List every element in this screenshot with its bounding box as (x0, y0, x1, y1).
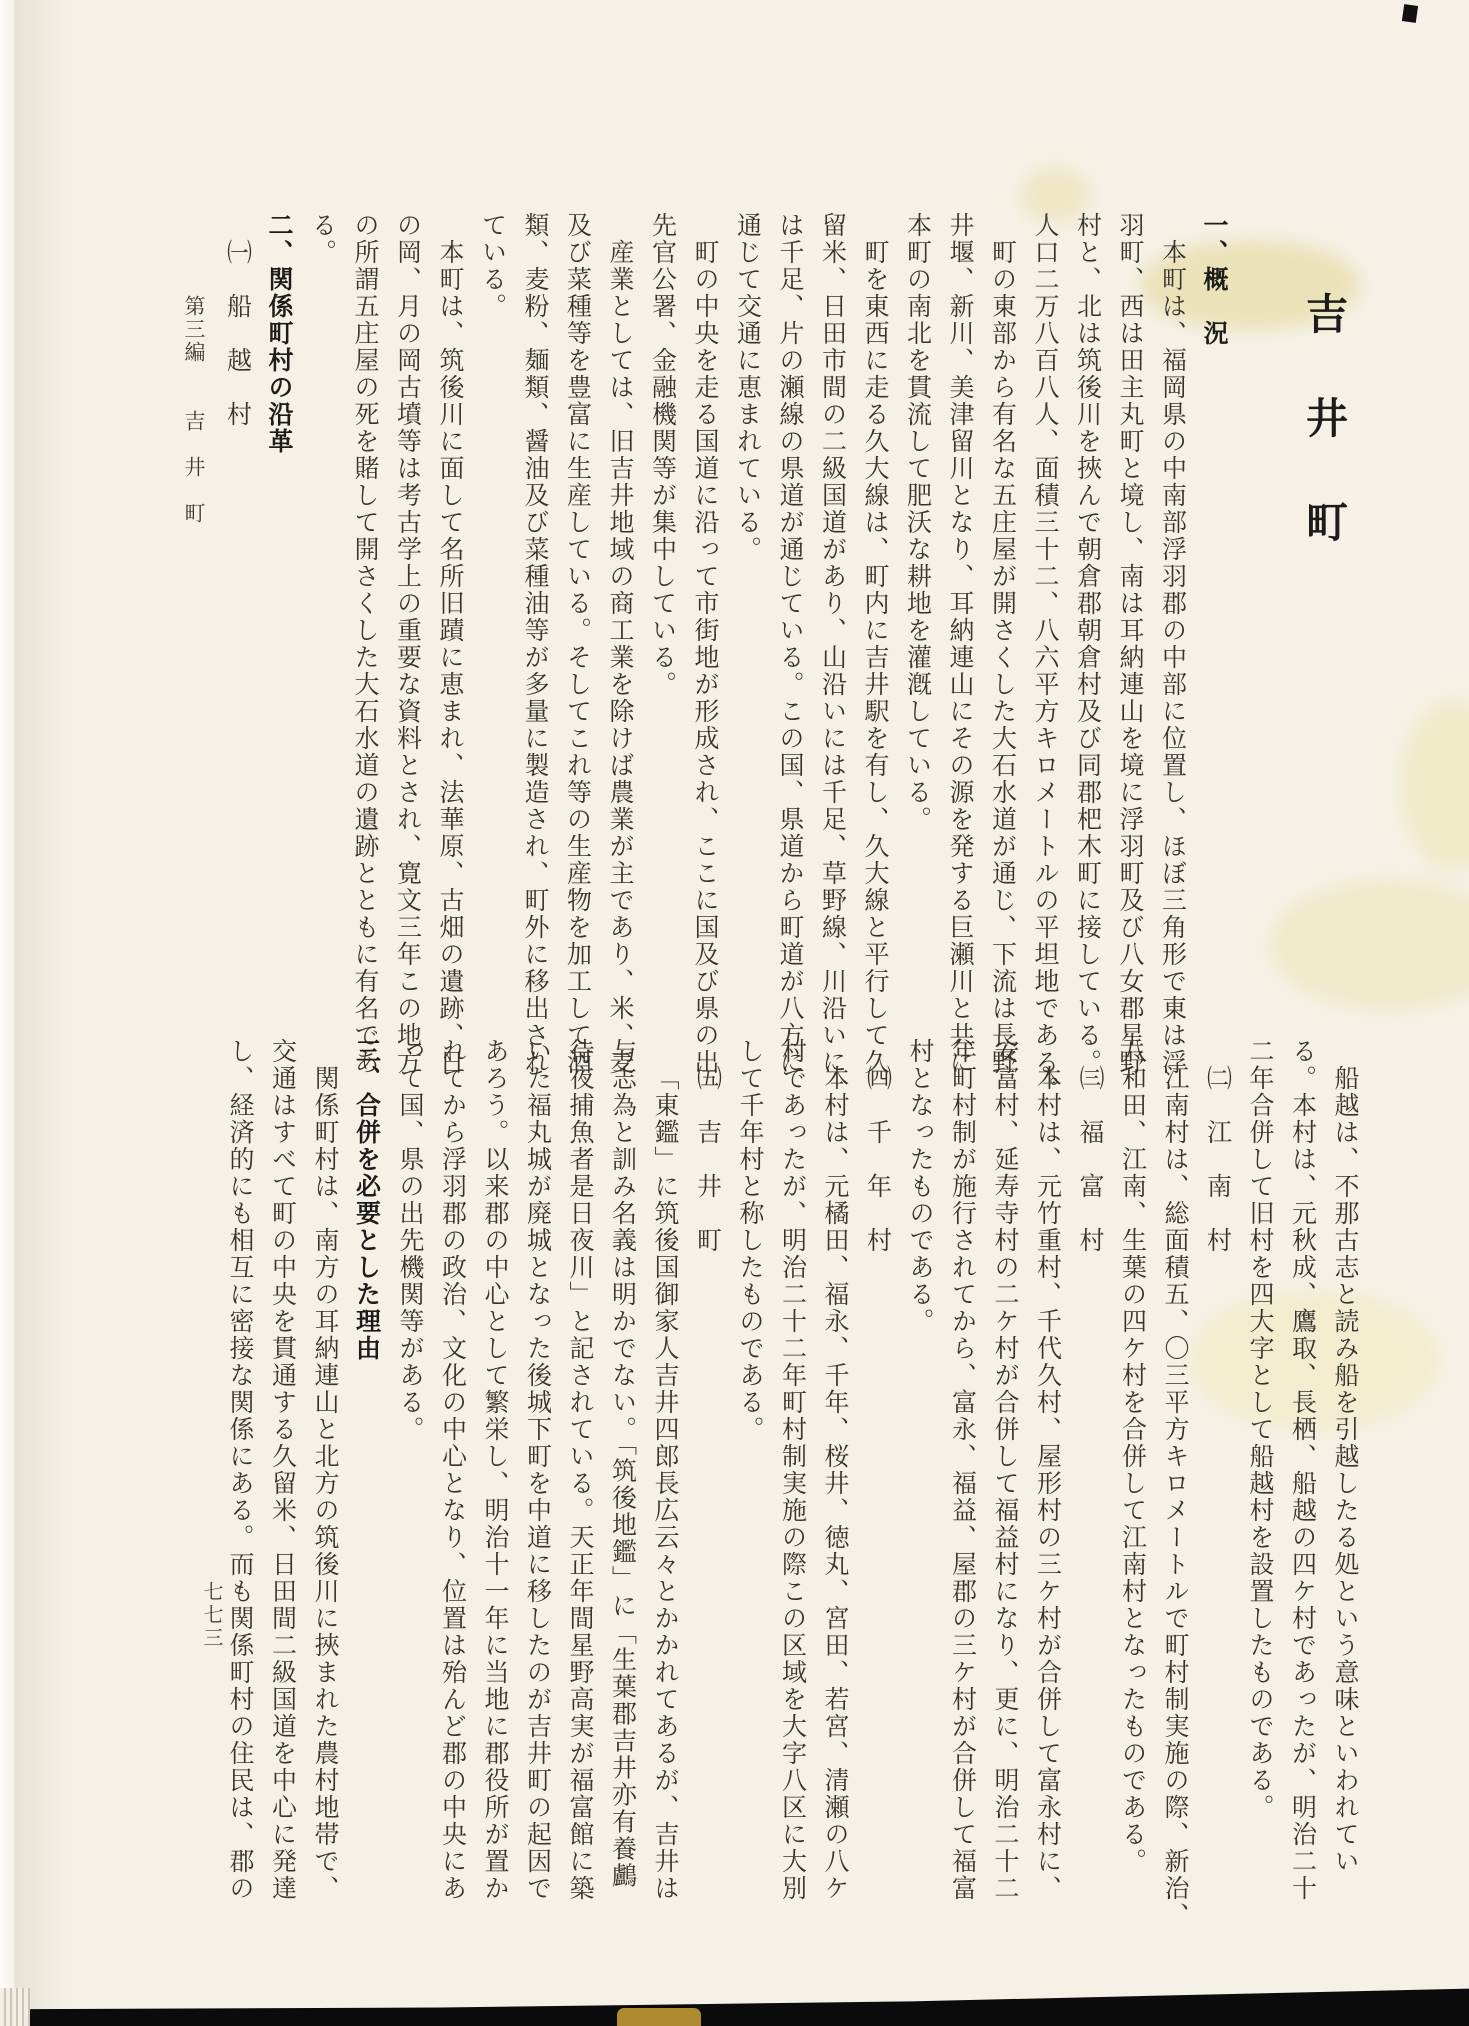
text-column: 本町の南北を貫流して肥沃な耕地を灌漑している。 (903, 212, 931, 833)
text-column: いた福丸城が廃城となった後城下町を中道に移したのが吉井町の起因で (523, 1038, 551, 1902)
text-column: 江南村は、総面積五、〇三平方キロメートルで町村制実施の際、新治、 (1161, 1065, 1188, 1929)
section-heading: 三、合併を必要とした理由 (352, 1038, 381, 1362)
paper-stain (1400, 700, 1469, 870)
text-column: 村と、北は筑後川を挾んで朝倉郡朝倉村及び同郡杷木町に接している。 (1073, 212, 1101, 1076)
gutter-shadow (14, 0, 74, 2026)
paper-stain (1270, 880, 1469, 1010)
village-history-section-text (218, 1038, 1366, 1929)
text-column: の所謂五庄屋の死を賭して開さくした大石水道の遺跡とともに有名であ (351, 212, 378, 1076)
subsection-title: ㈡ 江 南 村 (1203, 1065, 1231, 1254)
text-column: 本町は、筑後川に面して名所旧蹟に恵まれ、法華原、古畑の遺跡、日 (436, 239, 463, 1076)
overview-section-text (173, 212, 1236, 1103)
text-column: 与志為と訓み名義は明かでない。「筑後地鑑」に「生葉郡吉井亦有養鸕 (608, 1038, 636, 1890)
text-column: 羽町、西は田主丸町と境し、南は耳納連山を境に浮羽町及び八女郡星野 (1116, 212, 1143, 1076)
scan-corner-mark (1402, 4, 1418, 23)
text-column: 「東鑑」に筑後国御家人吉井四郎長広云々とかかれてあるが、吉井は (651, 1065, 678, 1902)
text-column: 人口二万八百八人、面積三十二、八六平方キロメートルの平坦地である。 (1031, 212, 1058, 1103)
text-column: して千年村と称したものである。 (736, 1038, 763, 1443)
text-column: 交通はすべて町の中央を貫通する久留米、日田間二級国道を中心に発達 (268, 1038, 296, 1902)
text-column: ている。 (478, 212, 506, 320)
subsection-title: ㈠ 船 越 村 (223, 239, 251, 428)
text-column: 待夜捕魚者是日夜川」と記されている。天正年間星野高実が福富館に築 (566, 1038, 593, 1902)
subsection-title: ㈤ 吉 井 町 (693, 1065, 721, 1254)
text-column: 産業としては、旧吉井地域の商工業を除けば農業が主であり、米、麦 (606, 239, 633, 1076)
text-column: 及び菜種等を豊富に生産している。そしてこれ等の生産物を加工して酒 (563, 212, 591, 1076)
text-column: 町の東部から有名な五庄屋が開さくした大石水道が通じ、下流は長野 (988, 239, 1016, 1076)
text-column: 先官公署、金融機関等が集中している。 (648, 212, 676, 698)
subsection-title: ㈢ 福 富 村 (1076, 1065, 1103, 1254)
section-heading: 二、関係町村の沿革 (265, 212, 293, 455)
text-column: 関係町村は、南方の耳納連山と北方の筑後川に挾まれた農村地帯で、 (311, 1065, 338, 1902)
chapter-marker: 第三編 吉 井 町 (182, 295, 206, 525)
text-column: る。本村は、元秋成、鷹取、長栖、船越の四ケ村であったが、明治二十 (1288, 1038, 1316, 1902)
text-column: れてから浮羽郡の政治、文化の中心となり、位置は殆んど郡の中央にあ (438, 1038, 466, 1902)
text-column: 八和田、江南、生葉の四ケ村を合併して江南村となったものである。 (1118, 1038, 1146, 1875)
page-left-edge-highlight (0, 0, 16, 2026)
text-column: 村となったものである。 (906, 1038, 933, 1335)
text-column: 二年合併して旧村を四大字として船越村を設置したものである。 (1246, 1038, 1273, 1821)
scan-black-edge (0, 1982, 1469, 2026)
bookmark-tab (617, 2008, 701, 2026)
book-pages-edge (0, 1988, 30, 2026)
text-column: る。 (308, 212, 336, 266)
text-column: あろう。以来郡の中心として繁栄し、明治十一年に当地に郡役所が置か (481, 1038, 508, 1902)
text-column: 安富村、延寿寺村の二ケ村が合併して福益村になり、更に、明治二十二 (991, 1038, 1018, 1902)
text-column: 類、麦粉、麺類、醤油及び菜種油等が多量に製造され、町外に移出され (521, 212, 548, 1076)
page-title: 吉井町 (1301, 292, 1348, 604)
page-number: 七七三 (200, 1581, 222, 1650)
text-column: 通じて交通に恵まれている。 (733, 212, 761, 563)
text-column: 本町は、福岡県の中南部浮羽郡の中部に位置し、ほぼ三角形で東は浮 (1158, 239, 1186, 1076)
text-column: 船越は、不那古志と読み船を引越したる処という意味といわれてい (1331, 1065, 1358, 1875)
text-column: の岡、月の岡古墳等は考古学上の重要な資料とされ、寛文三年この地方 (393, 212, 421, 1076)
text-column: 本村は、元竹重村、千代久村、屋形村の三ケ村が合併して富永村に、 (1033, 1065, 1061, 1902)
text-column: って国、県の出先機関等がある。 (396, 1038, 423, 1443)
text-column: 町を東西に走る久大線は、町内に吉井駅を有し、久大線と平行して久 (861, 239, 888, 1076)
text-column: 村であったが、明治二十二年町村制実施の際この区域を大字八区に大別 (778, 1038, 806, 1902)
text-column: 井堰、新川、美津留川となり、耳納連山にその源を発する巨瀬川と共に (946, 212, 973, 1076)
subsection-title: ㈣ 千 年 村 (863, 1065, 891, 1254)
text-column: 本村は、元橘田、福永、千年、桜井、徳丸、宮田、若宮、清瀬の八ケ (821, 1065, 848, 1902)
text-column: 年町村制が施行されてから、富永、福益、屋郡の三ケ村が合併して福富 (948, 1038, 976, 1902)
text-column: は千足、片の瀬線の県道が通じている。この国、県道から町道が八方に (776, 212, 803, 1076)
text-column: し、経済的にも相互に密接な関係にある。而も関係町村の住民は、郡の (226, 1038, 253, 1902)
section-heading: 一、概 況 (1200, 212, 1228, 347)
text-column: 町の中央を走る国道に沿って市街地が形成され、ここに国及び県の出 (691, 239, 718, 1076)
text-column: 留米、日田市間の二級国道があり、山沿いには千足、草野線、川沿いに (818, 212, 846, 1076)
